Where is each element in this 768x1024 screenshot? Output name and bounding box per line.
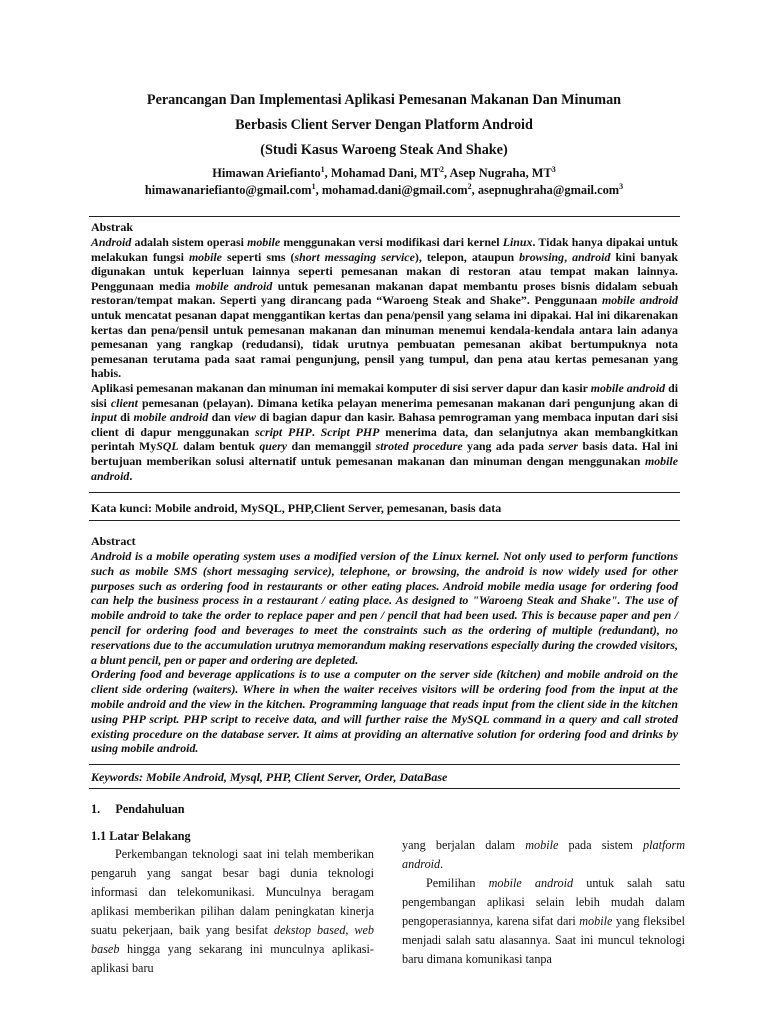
email-list: himawanariefianto@gmail.com$^1$, mohamad.dani@gmail.com$^2$, asepnughraha@gmail.com$^3$	[144, 181, 624, 197]
right-column	[402, 836, 685, 969]
body-paragraph-right-1: yang berjalan dalam mobile pada sistem platform android.	[402, 838, 685, 871]
paper-title-line-1: Perancangan Dan Implementasi Aplikasi Pemesanan Makanan Dan Minuman	[146, 92, 622, 108]
divider-keywords-en-top	[89, 764, 680, 765]
abstract-paragraph-1: Android is a mobile operating system uses a modified version of the Linux kernel. Not only used to perform functions such as mobile SMS (short messaging service), telephone, or browsing, the android is now widely used for other purposes such as ordering food in restaurants or other eating places. Android mobile media usage for ordering food can help the business process in a restaurant / eating place. As designed to "Waroeng Steak and Shake". The use of mobile android to take the order to replace paper and pen / pencil that had been used. This is because paper and pen / pencil for ordering food and beverages to meet the constraints such as the ordering of multiple (redundant), no reservations due to the accumulation urutnya memorandum making reservations especially during the crowded visitors, a blunt pencil, pen or paper and ordering are depleted.	[91, 549, 678, 667]
author-2: Mohamad Dani, MT	[330, 166, 440, 180]
title-block	[60, 88, 708, 199]
abstrak-paragraph-2: Aplikasi pemesanan makanan dan minuman ini memakai komputer di sisi server dapur dan kasir mobile android di sisi client pemesanan (pelayan). Dimana ketika pelayan menerima pemesanan makanan dari pengunjung akan di input di mobile android dan view di bagian dapur dan kasir. Bahasa pemrograman yang membaca inputan dari sisi client di dapur menggunakan script PHP. Script PHP menerima data, dan selanjutnya akan membangkitkan perintah MySQL dalam bentuk query dan memanggil stroted procedure yang ada pada server basis data. Hal ini bertujuan memberikan solusi alternatif untuk pemesanan makanan dan minuman dengan menggunakan mobile android.	[91, 380, 679, 483]
abstrak-body	[91, 235, 678, 483]
author-list: Himawan Ariefianto$^1$, Mohamad Dani, $MT^2$, Asep Nugraha, $MT^3$	[212, 164, 556, 180]
section-heading: 1. Pendahuluan	[91, 802, 185, 816]
abstract-section	[91, 534, 678, 756]
keywords-en: Keywords: Mobile Android, Mysql, PHP, Client Server, Order, DataBase	[91, 770, 448, 784]
divider-keywords-top	[89, 492, 680, 493]
paper-subtitle: (Studi Kasus Waroeng Steak And Shake)	[260, 142, 508, 158]
divider-abstract-top	[89, 520, 680, 521]
paper-title-line-2: Berbasis Client Server Dengan Platform Android	[235, 117, 533, 133]
body-paragraph-left: Perkembangan teknologi saat ini telah memberikan pengaruh yang sangat besar bagi dunia teknologi informasi dan telekomunikasi. Munculnya beragam aplikasi memberikan pilihan dalam peningkatan kinerja suatu pekerjaan, baik yang besifat dekstop based, web baseb hingga yang sekarang ini munculnya aplikasi-aplikasi baru	[91, 847, 375, 975]
divider-body-top	[89, 788, 680, 789]
abstract-heading: Abstract	[91, 534, 136, 548]
body-paragraph-right-2: Pemilihan mobile android untuk salah satu pengembangan aplikasi selain lebih mudah dalam pengoperasiannya, karena sifat dari mobile yang fleksibel menjadi salah satu alasannya. Saat ini muncul teknologi baru dimana komunikasi tanpa	[402, 876, 685, 966]
author-1: Himawan Ariefianto	[212, 166, 321, 180]
abstrak-section	[91, 220, 678, 483]
email-3: asepnughraha@gmail.com	[477, 183, 620, 197]
abstrak-heading: Abstrak	[91, 220, 134, 234]
email-1: himawanariefianto@gmail.com	[144, 183, 312, 197]
abstract-paragraph-2: Ordering food and beverage applications is to use a computer on the server side (kitchen) and mobile android on the client side ordering (waiters). Where in when the waiter receives visitors will be ordering food from the input at the mobile android and the view in the kitchen. Programming language that reads input from the client side in the kitchen using PHP script. PHP script to receive data, and will further raise the MySQL command in a query and call stroted existing procedure on the database server. It aims at providing an alternative solution for ordering food and drinks by using mobile android.	[91, 667, 678, 756]
subsection-heading: 1.1 Latar Belakang	[91, 829, 191, 843]
left-column	[91, 800, 374, 978]
email-2: mohamad.dani@gmail.com	[321, 183, 468, 197]
abstract-body	[91, 549, 678, 756]
kata-kunci: Kata kunci: Mobile android, MySQL, PHP,Client Server, pemesanan, basis data	[91, 501, 502, 515]
author-3: Asep Nugraha, MT	[449, 166, 552, 180]
divider-abstrak-top	[89, 216, 680, 217]
abstrak-paragraph-1: Android adalah sistem operasi mobile menggunakan versi modifikasi dari kernel Linux. Tidak hanya dipakai untuk melakukan fungsi mobile seperti sms (short messaging service), telepon, ataupun browsing, android kini banyak digunakan untuk keperluan lainnya seperti pemesanan makan di restoran atau tempat makan lainnya. Penggunaan media mobile android untuk pemesanan makanan dapat membantu proses bisnis didalam sebuah restoran/tempat makan. Seperti yang dirancang pada “Waroeng Steak and Shake”. Penggunaan mobile android untuk mencatat pesanan dapat menggantikan kertas dan pena/pensil yang selama ini dipakai. Hal ini dikarenakan kertas dan pena/pensil untuk pemesanan makanan dan minuman menemui kendala-kendala antara lain adanya pemesanan yang rangkap (redudansi), tidak urutnya pembuatan pemesanan akibat bertumpuknya nota pemesanan terutama pada saat ramai pengunjung, pensil yang tumpul, dan pena atau kertas pemesanan yang habis.	[91, 235, 679, 381]
